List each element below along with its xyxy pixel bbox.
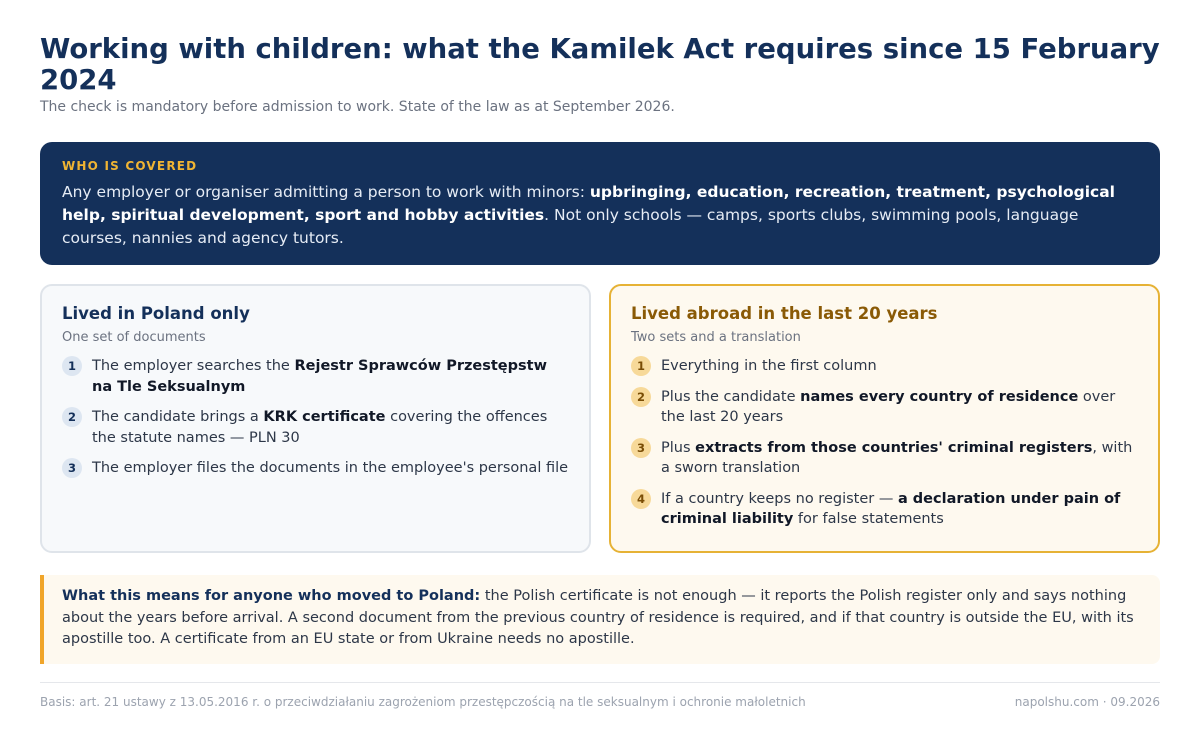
step-number-badge: 3 bbox=[62, 458, 82, 478]
step-number-badge: 1 bbox=[62, 356, 82, 376]
step-text-pre: Plus the candidate bbox=[661, 388, 801, 405]
step-item bbox=[631, 438, 1138, 479]
step-text-bold: names every country of residence bbox=[800, 388, 1079, 405]
lived-abroad-title: Lived abroad in the last 20 years bbox=[631, 304, 938, 323]
step-text-bold: a declaration under pain of criminal liability bbox=[661, 490, 1121, 527]
step-number-badge: 2 bbox=[631, 387, 651, 407]
note-body: the Polish certificate is not enough — it reports the Polish register only and says nothing about the years before arrival. A second document from the previous country of residence is required, and if that country is outside the EU, with its apostille too. A certificate from an EU state or from Ukraine needs no apostille. bbox=[62, 588, 1134, 647]
step-text bbox=[92, 356, 569, 397]
step-text-pre: Plus bbox=[661, 439, 696, 456]
poland-only-subtitle: One set of documents bbox=[62, 330, 206, 345]
step-item bbox=[62, 458, 569, 479]
step-item bbox=[62, 356, 569, 397]
poland-only-card bbox=[40, 284, 591, 553]
footer-legal-basis: Basis: art. 21 ustawy z 13.05.2016 r. o przeciwdziałaniu zagrożeniom przestępczością na tle seksualnym i ochronie małoletnich bbox=[40, 695, 806, 709]
step-text-pre: Everything in the first column bbox=[661, 358, 877, 374]
step-text-pre: The employer files the documents in the employee's personal file bbox=[92, 460, 569, 476]
footer-source: napolshu.com · 09.2026 bbox=[1014, 695, 1160, 709]
step-text bbox=[92, 407, 569, 448]
step-text bbox=[92, 458, 568, 479]
note-text bbox=[62, 586, 1140, 651]
step-text bbox=[661, 438, 1138, 479]
step-number-badge: 4 bbox=[631, 489, 651, 509]
step-text-post: over the last 20 years bbox=[661, 388, 1116, 425]
poland-only-steps bbox=[62, 356, 569, 479]
step-text-post: , with a sworn translation bbox=[661, 439, 1133, 476]
step-item bbox=[631, 489, 1138, 530]
step-text-bold: KRK certificate bbox=[263, 409, 386, 425]
moved-to-poland-note bbox=[40, 575, 1160, 664]
step-text-post: covering the offences the statute names — PLN 30 bbox=[92, 409, 548, 446]
step-item bbox=[62, 407, 569, 448]
step-text bbox=[661, 489, 1138, 530]
covered-activities: upbringing, education, recreation, treatment, psychological help, spiritual development, sport and hobby activities bbox=[62, 183, 1115, 224]
step-item bbox=[631, 387, 1138, 428]
lived-abroad-steps bbox=[631, 356, 1138, 530]
who-is-covered-panel bbox=[40, 142, 1160, 265]
lived-abroad-card bbox=[609, 284, 1160, 553]
step-number-badge: 2 bbox=[62, 407, 82, 427]
step-text bbox=[661, 387, 1138, 428]
poland-only-title: Lived in Poland only bbox=[62, 304, 250, 323]
step-number-badge: 3 bbox=[631, 438, 651, 458]
covered-intro: Any employer or organiser admitting a person to work with minors: bbox=[62, 183, 590, 201]
page-subtitle: The check is mandatory before admission to work. State of the law as at September 2026. bbox=[40, 99, 675, 115]
note-heading: What this means for anyone who moved to Poland: bbox=[62, 588, 481, 604]
step-text-pre: The candidate brings a bbox=[92, 409, 264, 425]
step-text-pre: If a country keeps no register — bbox=[661, 490, 898, 507]
page-title: Working with children: what the Kamilek Act requires since 15 February 2024 bbox=[40, 33, 1160, 96]
who-is-covered-label: WHO IS COVERED bbox=[62, 159, 198, 173]
step-text bbox=[661, 356, 877, 377]
step-text-bold: Rejestr Sprawców Przestępstw na Tle Seksualnym bbox=[92, 358, 547, 395]
step-text-bold: extracts from those countries' criminal registers bbox=[695, 439, 1093, 456]
step-item bbox=[631, 356, 1138, 377]
step-text-pre: The employer searches the bbox=[92, 358, 295, 374]
step-number-badge: 1 bbox=[631, 356, 651, 376]
step-text-post: for false statements bbox=[793, 511, 944, 527]
covered-rest: . Not only schools — camps, sports clubs, swimming pools, language courses, nannies and agency tutors. bbox=[62, 206, 1079, 247]
footer-divider bbox=[40, 682, 1160, 683]
lived-abroad-subtitle: Two sets and a translation bbox=[631, 330, 801, 345]
who-is-covered-text bbox=[62, 181, 1138, 250]
